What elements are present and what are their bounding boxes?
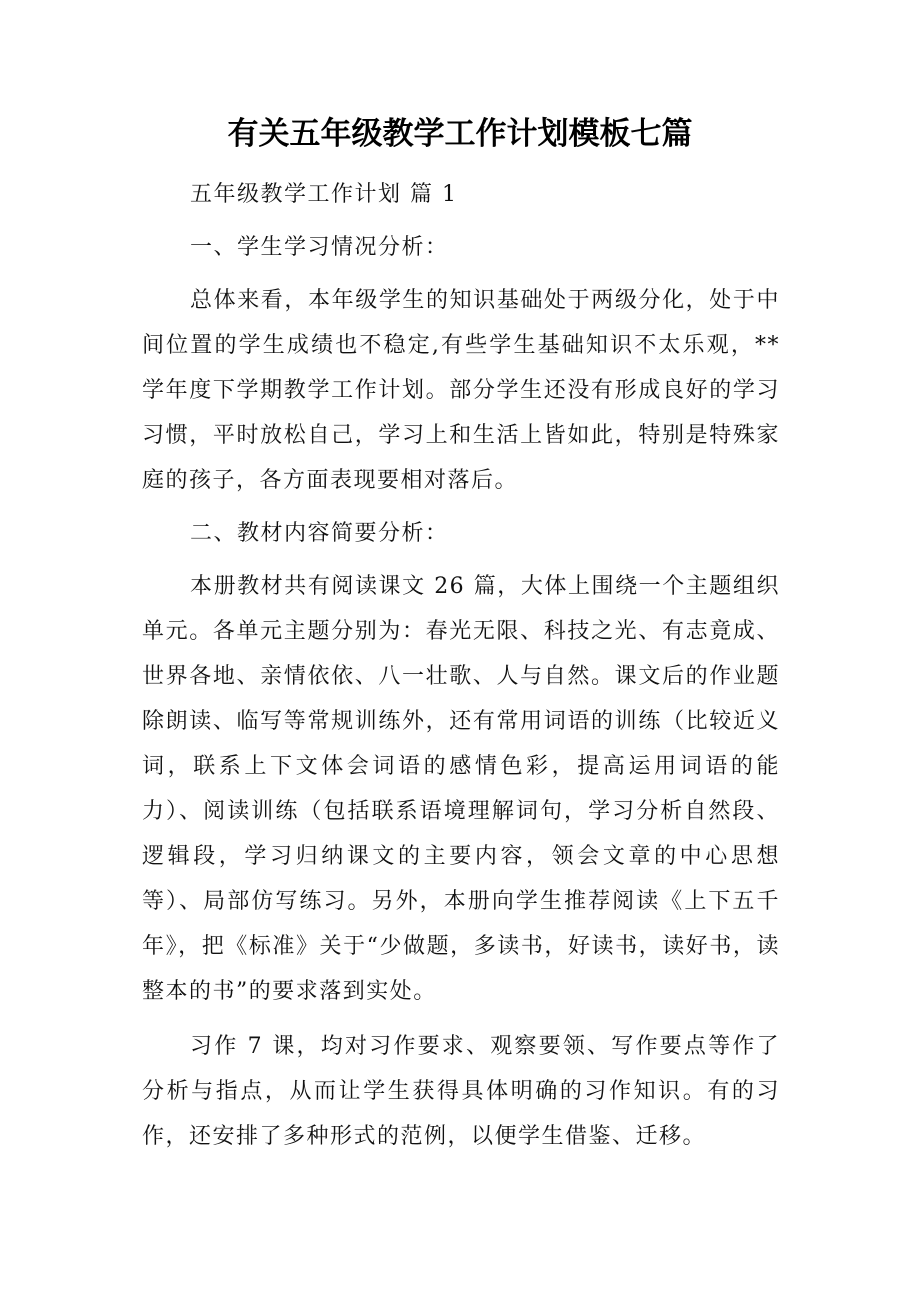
subheading-student-analysis: 一、学生学习情况分析： [190,235,449,260]
document-title: 有关五年级教学工作计划模板七篇 [227,116,693,152]
subheading-textbook-analysis: 二、教材内容简要分析： [190,521,449,546]
paragraph-student-analysis: 总体来看，本年级学生的知识基础处于两级分化，处于中间位置的学生成绩也不稳定,有些学生基础知识不太乐观，**学年度下学期教学工作计划。部分学生还没有形成良好的学习习惯，平时放松自己，学习上和生活上皆如此，特别是特殊家庭的孩子，各方面表现要相对落后。 [142,288,780,493]
paragraph-textbook-analysis: 本册教材共有阅读课文 26 篇，大体上围绕一个主题组织单元。各单元主题分别为：春光无限、科技之光、有志竟成、世界各地、亲情依依、八一壮歌、人与自然。课文后的作业题除朗读、临写等常规训练外，还有常用词语的训练（比较近义词，联系上下文体会词语的感情色彩，提高运用词语的能力）、阅读训练（包括联系语境理解词句，学习分析自然段、逻辑段，学习归纳课文的主要内容，领会文章的中心思想等）、局部仿写练习。另外，本册向学生推荐阅读《上下五千年》，把《标准》关于“少做题，多读书，好读书，读好书，读整本的书”的要求落到实处。 [142,574,780,1004]
document-body [142,172,780,1159]
paragraph-writing-lessons: 习作 7 课，均对习作要求、观察要领、写作要点等作了分析与指点，从而让学生获得具体明确的习作知识。有的习作，还安排了多种形式的范例，以便学生借鉴、迁移。 [142,1034,780,1149]
section-heading: 五年级教学工作计划 篇 1 [190,182,458,207]
